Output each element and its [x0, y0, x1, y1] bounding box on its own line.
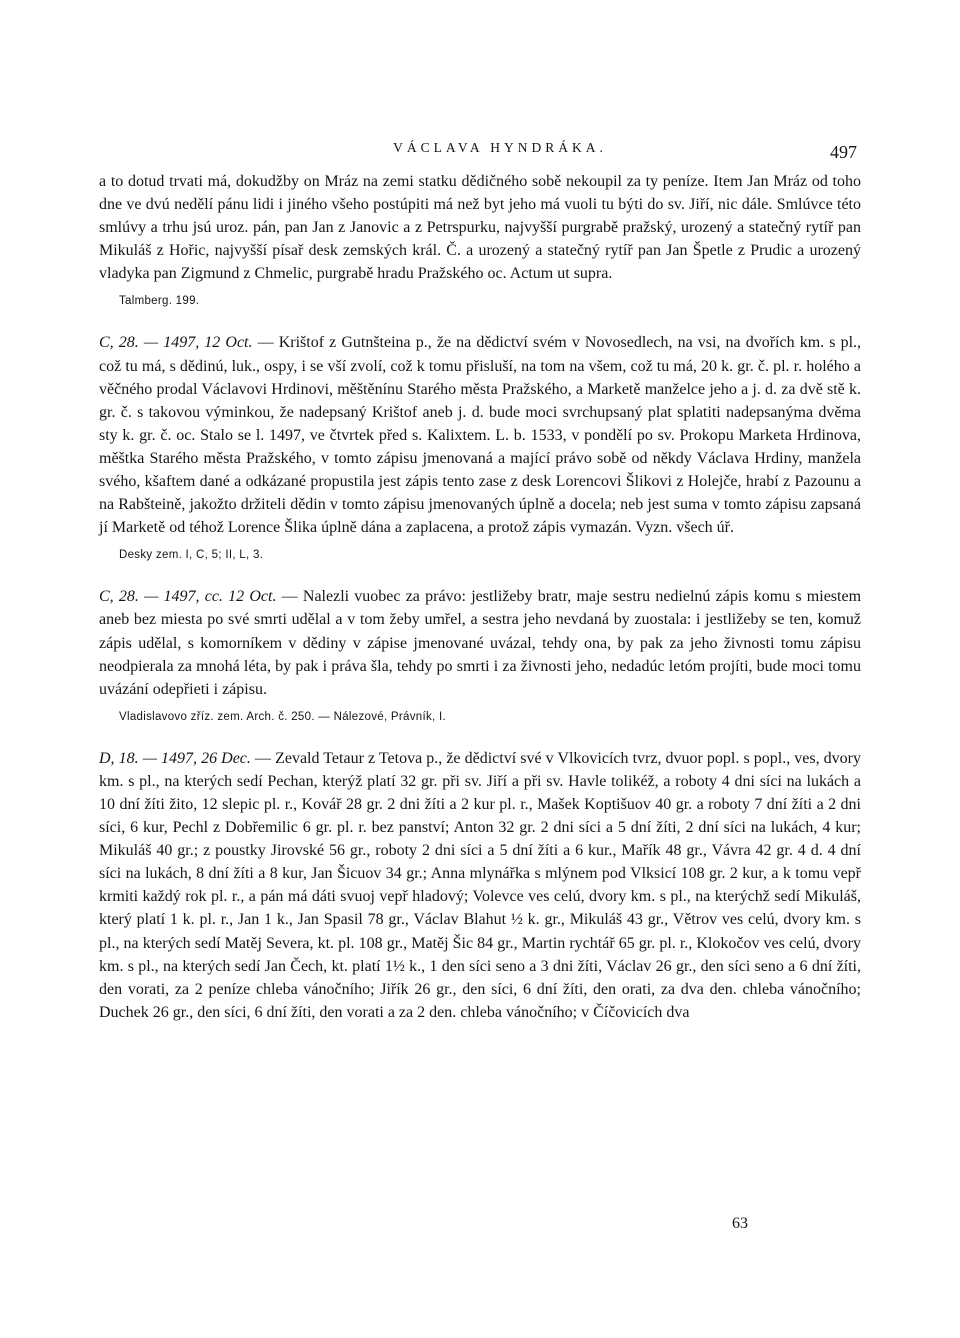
- entry-heading: D, 18. — 1497, 26 Dec.: [99, 749, 251, 767]
- charter-entry: [99, 331, 861, 563]
- entry-paragraph: [99, 747, 861, 1024]
- signature-mark: 63: [732, 1215, 748, 1232]
- entry-text: a to dotud trvati má, dokudžby on Mráz na zemi statku dědičného sobě nekoupil za ty peníze. Item Jan Mráz od toho dne ve dvú nedělí pánu lidi i jiného všeho postúpiti má než byt jeho má vuoli tu býti do sv. Jiří, nic dále. Smlúvce této smlúvy a trhu jsú uroz. pán, pan Jan z Janovic a z Petrspurku, najvyšší purgrabě pražský, urozený a statečný rytíř pan Mikuláš z Hořic, najvyšší písař desk zemských král. Č. a urozený a statečný rytíř pan Jan Špetle z Prudic a urozený vladyka pan Zigmund z Chmelic, purgrabě hradu Pražského oc. Actum ut supra.: [99, 173, 861, 283]
- running-head: [99, 138, 861, 170]
- source-citation: Vladislavovo zříz. zem. Arch. č. 250. — Nálezové, Právník, I.: [119, 710, 447, 723]
- entry-heading: C, 28. — 1497, 12 Oct.: [99, 334, 253, 352]
- entry-paragraph: [99, 585, 861, 700]
- entry-heading: C, 28. — 1497, cc. 12 Oct.: [99, 588, 277, 606]
- entry-text: — Nalezli vuobec za právo: jestližeby bratr, maje sestru nedielnú zápis komu s miestem aneb bez miesta po své smrti udělal a v tom žeby umřel, a sestra jeho nevdaná by zuostala: i jestližeby se ten, komuž zápis udělal, s komorníkem v dědiny v zápise jmenované uvázal, tehdy ona, by pak za jeho živnosti tomu zápisu neodpierala za mnohá léta, by pak i práva šla, tehdy po smrti i za živnosti jeho, nedadúc letóm projíti, bude moci tomu uvázání odepřieti i zápisu.: [99, 588, 862, 698]
- source-citation: Talmberg. 199.: [119, 295, 200, 308]
- charter-entry: [99, 585, 861, 724]
- source-citation: Desky zem. I, C, 5; II, L, 3.: [119, 549, 264, 562]
- entry-paragraph: [99, 331, 861, 539]
- entry-text: — Krištof z Gutnšteina p., že na dědictví svém v Novosedlech, na vsi, na dvořích km. s pl., což tu má, s dědinú, luk., ospy, i se vší zvolí, což k tomu přisluší, na tom na všem, což tu má, 20 k. gr. č. pl. r. holého a věčného prodal Václavovi Hrdinovi, měštěnínu Starého města Pražského, a Marketě manželce jeho a j. d. za dvě stě k. gr. č. s takovou výminkou, že nadepsaný Krištof aneb j. d. bude moci svrchupsaný plat splatiti nadepsanýma dvěma sty k. gr. č. oc. Stalo se l. 1497, ve čtvrtek před s. Kalixtem. L. b. 1533, v pondělí po sv. Prokopu Marketa Hrdinova, měštka Starého města Pražského, v tomto zápisu jmenovaná a mající právo sobě od někdy Václava Hrdiny, manžela svého, kšaftem dané a odkázané propustila jest zápis tento zase z desk Lorencovi Šlikovi z Holejče, hrabí z Pazounu a na Rabšteině, jakožto držiteli dědin v tomto zápisu jmenovaných úplně a docela; neb jest suma v tomto zápisu zapsaná jí Marketě od téhož Lorence Šlika úplně dána a zaplacena, a protož zápis vymazán. Vyzn. všech úř.: [99, 334, 862, 537]
- page-number: 497: [830, 142, 857, 162]
- entry-text: — Zevald Tetaur z Tetova p., že dědictví své v Vlkovicích tvrz, dvuor popl. s popl., ves, dvory km. s pl., na kterých sedí Pechan, kterýž platí 32 gr. při sv. Jiří a při sv. Havle tolikéž, a roboty 4 dni síci na lukách a 10 dní žíti žito, 12 slepic pl. r., Kovář 28 gr. 2 dni žíti a 2 kur pl. r., Mašek Koptišuov 40 gr. a roboty 7 dní žíti a 2 dni síci, 6 kur, Pechl z Dobřemilic 6 gr. pl. r. bez panství; Anton 32 gr. 2 dni síci a 5 dní žíti, 2 dní síci na lukách, 4 kur; Mikuláš 40 gr.; z poustky Jirovské 56 gr., roboty 2 dni síci a 5 dní žíti a 6 kur., Mařík 48 gr., Vávra 42 gr. 4 d. 4 dní síci na lukách, 8 dní žíti a 8 kur, Jan Šicuov 34 gr.; Anna mlynářka s mlýnem pod Vlksicí 108 gr. 2 kur, a k tomu vepř krmiti každý rok pl. r., a pán má dáti svuoj vepř hladový; Volevce ves celú, dvory km. s pl., na kterýchž sedí Mikuláš, který platí 1 k. pl. r., Jan 1 k., Jan Spasil 78 gr., Václav Blahut ½ k. gr., Mikuláš 43 gr., Větrov ves celú, dvory km. s pl., na kterých sedí Matěj Severa, kt. pl. 108 gr., Matěj Šic 84 gr., Martin rychtář 65 gr. pl. r., Klokočov ves celú, dvory km. s pl., na kterých sedí Jan Čech, kt. platí 1½ k., 1 den síci seno a 3 dni žíti, Václav 26 gr., den síci seno a 6 dní žíti, den vorati, za 2 peníze chleba vánočního; Jiřík 26 gr., den síci, 6 dní žíti, den orati, za dva den. chleba vánočního; Duchek 26 gr., den síci, 6 dní žíti, den vorati a za 2 den. chleba vánočního; v Číčovicích dva: [99, 749, 862, 1021]
- running-title: VÁCLAVA HYNDRÁKA.: [393, 140, 607, 155]
- book-page: [99, 138, 861, 1024]
- charter-entry: [99, 747, 861, 1024]
- charter-entry: [99, 170, 861, 309]
